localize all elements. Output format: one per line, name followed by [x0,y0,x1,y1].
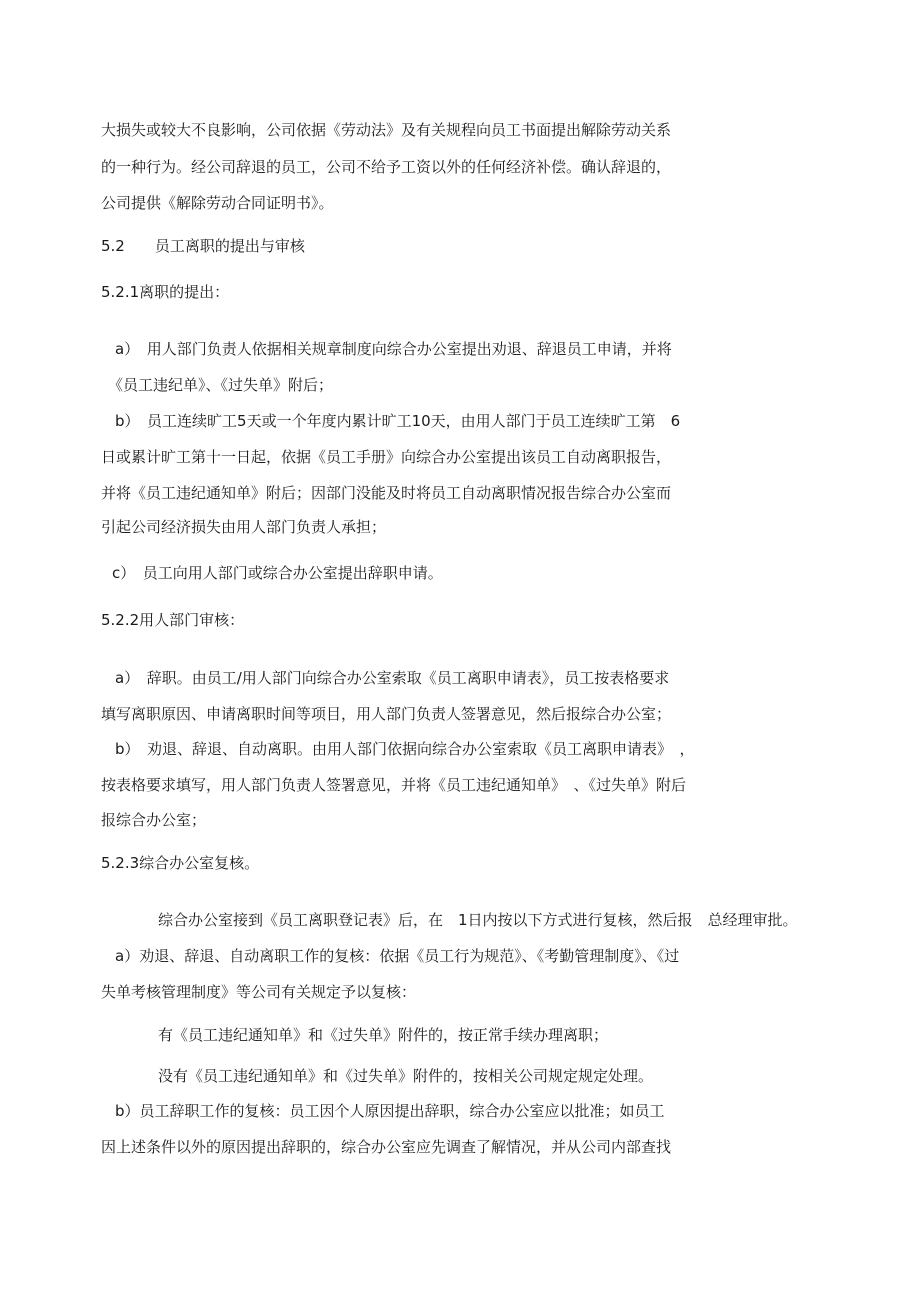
text-line-12: c） 员工向用人部门或综合办公室提出辞职申请。 [112,564,443,582]
subsection-heading-5-2-1: 5.2.1离职的提出： [101,283,230,301]
subsection-heading-5-2-2: 5.2.2用人部门审核： [101,611,245,629]
text-line-15: 填写离职原因、申请离职时间等项目，用人部门负责人签署意见，然后报综合办公室； [101,705,672,723]
text-line-17: 按表格要求填写，用人部门负责人签署意见，并将《员工违纪通知单》 、《过失单》附后 [101,776,687,794]
text-line-22: 失单考核管理制度》等公司有关规定予以复核： [101,983,417,1001]
text-line-16: b） 劝退、辞退、自动离职。由用人部门依据向综合办公室索取《员工离职申请表》 ， [115,740,695,758]
text-line-3: 公司提供《解除劳动合同证明书》。 [101,194,334,212]
subsection-heading-5-2-3: 5.2.3综合办公室复核。 [101,854,260,872]
text-line-26: 因上述条件以外的原因提出辞职的，综合办公室应先调查了解情况，并从公司内部查找 [101,1138,672,1156]
text-line-7: 《员工违纪单》、《过失单》附后； [108,376,334,394]
text-line-21: a）劝退、辞退、自动离职工作的复核：依据《员工行为规范》、《考勤管理制度》、《过 [115,947,680,965]
text-line-2: 的一种行为。经公司辞退的员工，公司不给予工资以外的任何经济补偿。确认辞退的， [101,158,672,176]
text-line-23: 有《员工违纪通知单》和《过失单》附件的，按正常手续办理离职； [158,1026,609,1044]
text-line-9: 日或累计旷工第十一日起，依据《员工手册》向综合办公室提出该员工自动离职报告， [101,448,672,466]
text-line-18: 报综合办公室； [101,811,207,829]
text-line-20: 综合办公室接到《员工离职登记表》后，在 1日内按以下方式进行复核，然后报 总经理审批。 [158,911,798,929]
text-line-6: a） 用人部门负责人依据相关规章制度向综合办公室提出劝退、辞退员工申请，并将 [115,340,672,358]
section-heading-5-2: 5.2 员工离职的提出与审核 [101,237,305,255]
text-line-10: 并将《员工违纪通知单》附后；因部门没能及时将员工自动离职情况报告综合办公室而 [101,484,672,502]
text-line-11: 引起公司经济损失由用人部门负责人承担； [101,518,387,536]
text-line-25: b）员工辞职工作的复核：员工因个人原因提出辞职，综合办公室应以批准；如员工 [115,1102,665,1120]
text-line-24: 没有《员工违纪通知单》和《过失单》附件的，按相关公司规定规定处理。 [158,1067,654,1085]
text-line-1: 大损失或较大不良影响，公司依据《劳动法》及有关规程向员工书面提出解除劳动关系 [101,121,672,139]
text-line-14: a） 辞职。由员工/用人部门向综合办公室索取《员工离职申请表》，员工按表格要求 [115,669,670,687]
text-line-8: b） 员工连续旷工5天或一个年度内累计旷工10天，由用人部门于员工连续旷工第 6 [115,412,681,430]
